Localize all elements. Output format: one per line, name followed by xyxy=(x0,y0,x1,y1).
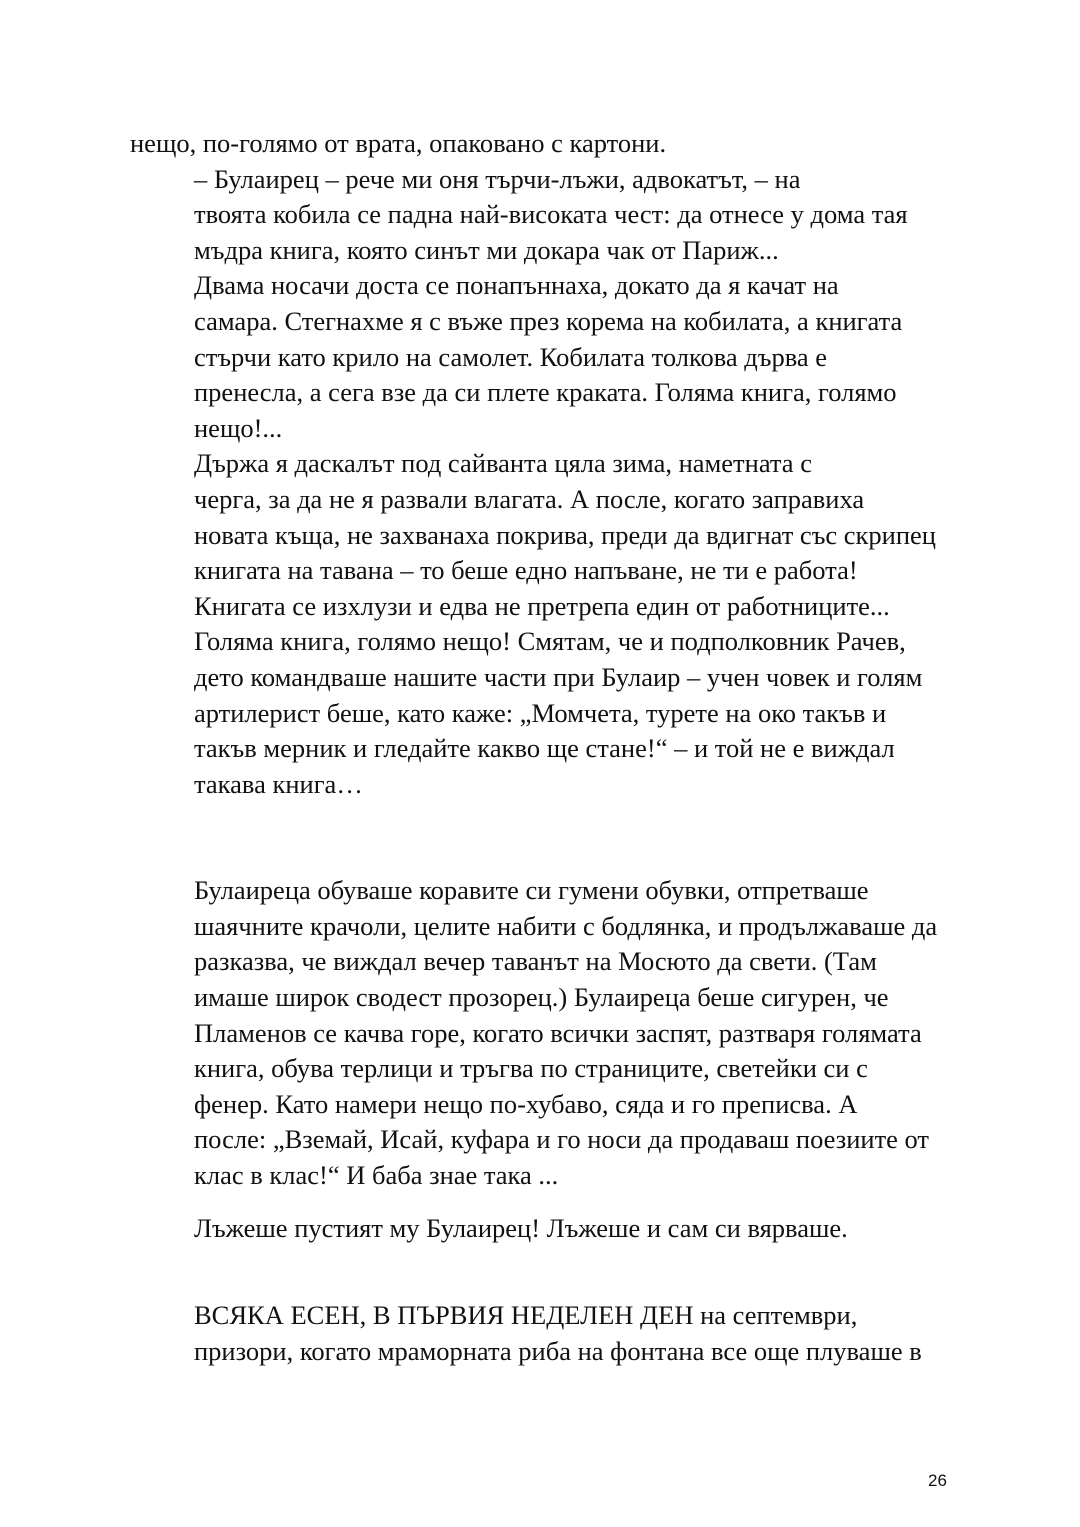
text-line: – Булаирец – рече ми оня търчи-лъжи, адвокатът, – на xyxy=(194,163,801,194)
text-line: нещо!... xyxy=(194,412,283,443)
text-line: фенер. Като намери нещо по-хубаво, сяда и го преписва. А xyxy=(194,1088,858,1119)
text-line: Книгата се изхлузи и едва не претрепа един от работниците... xyxy=(194,590,890,621)
text-line: Булаиреца обуваше коравите си гумени обувки, отпретваше xyxy=(194,875,869,906)
page-number: 26 xyxy=(928,1471,947,1490)
text-line: самара. Стегнахме я с въже през корема на кобилата, а книгата xyxy=(194,305,903,336)
text-line: нещо, по-голямо от врата, опаковано с картони. xyxy=(130,128,667,158)
text-line: книга, обува терлици и тръгва по страниците, светейки си с xyxy=(194,1053,868,1084)
text-line: Голяма книга, голямо нещо! Смятам, че и подполковник Рачев, xyxy=(194,626,906,657)
text-line: имаше широк сводест прозорец.) Булаиреца беше сигурен, че xyxy=(194,982,889,1013)
text-line: Лъжеше пустият му Булаирец! Лъжеше и сам си вярваше. xyxy=(194,1212,848,1243)
text-line: шаячните крачоли, целите набити с бодлянка, и продължаваше да xyxy=(194,910,938,941)
paragraph-autumn xyxy=(130,1298,960,1369)
text-line: твоята кобила се падна най-високата чест: да отнесе у дома тая xyxy=(194,199,908,230)
paragraph-gap xyxy=(130,1194,960,1211)
text-line: книгата на тавана – то беше едно напъване, не ти е работа! xyxy=(194,555,858,586)
text-line: Държа я даскалът под сайванта цяла зима, наметната с xyxy=(194,448,812,479)
text-line: пренесла, а сега взе да си плете краката. Голяма книга, голямо xyxy=(194,377,897,408)
paragraph-winter xyxy=(130,446,960,802)
text-line: стърчи като крило на самолет. Кобилата толкова дърва е xyxy=(194,341,828,372)
text-line: призори, когато мраморната риба на фонтана все още плуваше в xyxy=(194,1335,922,1366)
paragraph-lying xyxy=(130,1211,960,1247)
text-line: такъв мерник и гледайте какво ще стане!“ – и той не е виждал xyxy=(194,733,895,764)
paragraph-porters xyxy=(130,268,960,446)
text-line: артилерист беше, като каже: „Момчета, турете на око такъв и xyxy=(194,697,887,728)
text-line: черга, за да не я развали влагата. А после, когато заправиха xyxy=(194,483,865,514)
text-line: дето командваше нашите части при Булаир – учен човек и голям xyxy=(194,661,923,692)
body-text xyxy=(130,126,960,1369)
section-gap xyxy=(130,802,960,873)
paragraph-bulairets xyxy=(130,873,960,1193)
text-line: разказва, че виждал вечер таванът на Мосюто да свети. (Там xyxy=(194,946,877,977)
text-line: после: „Вземай, Исай, куфара и го носи да продаваш поезиите от xyxy=(194,1124,930,1155)
paragraph-continuation xyxy=(130,126,960,162)
text-line: новата къща, не захванаха покрива, преди да вдигнат със скрипец xyxy=(194,519,936,550)
text-line: ВСЯКА ЕСЕН, В ПЪРВИЯ НЕДЕЛЕН ДЕН на септември, xyxy=(194,1300,858,1331)
section-gap xyxy=(130,1246,960,1298)
text-line: клас в клас!“ И баба знае така ... xyxy=(194,1160,559,1191)
text-line: Двама носачи доста се понапъннаха, докато да я качат на xyxy=(194,270,839,301)
text-line: мъдра книга, която синът ми докара чак от Париж... xyxy=(194,234,779,265)
text-line: Пламенов се качва горе, когато всички заспят, разтваря голямата xyxy=(194,1017,922,1048)
paragraph-dialogue xyxy=(130,162,960,269)
text-line: такава книга… xyxy=(194,768,363,799)
